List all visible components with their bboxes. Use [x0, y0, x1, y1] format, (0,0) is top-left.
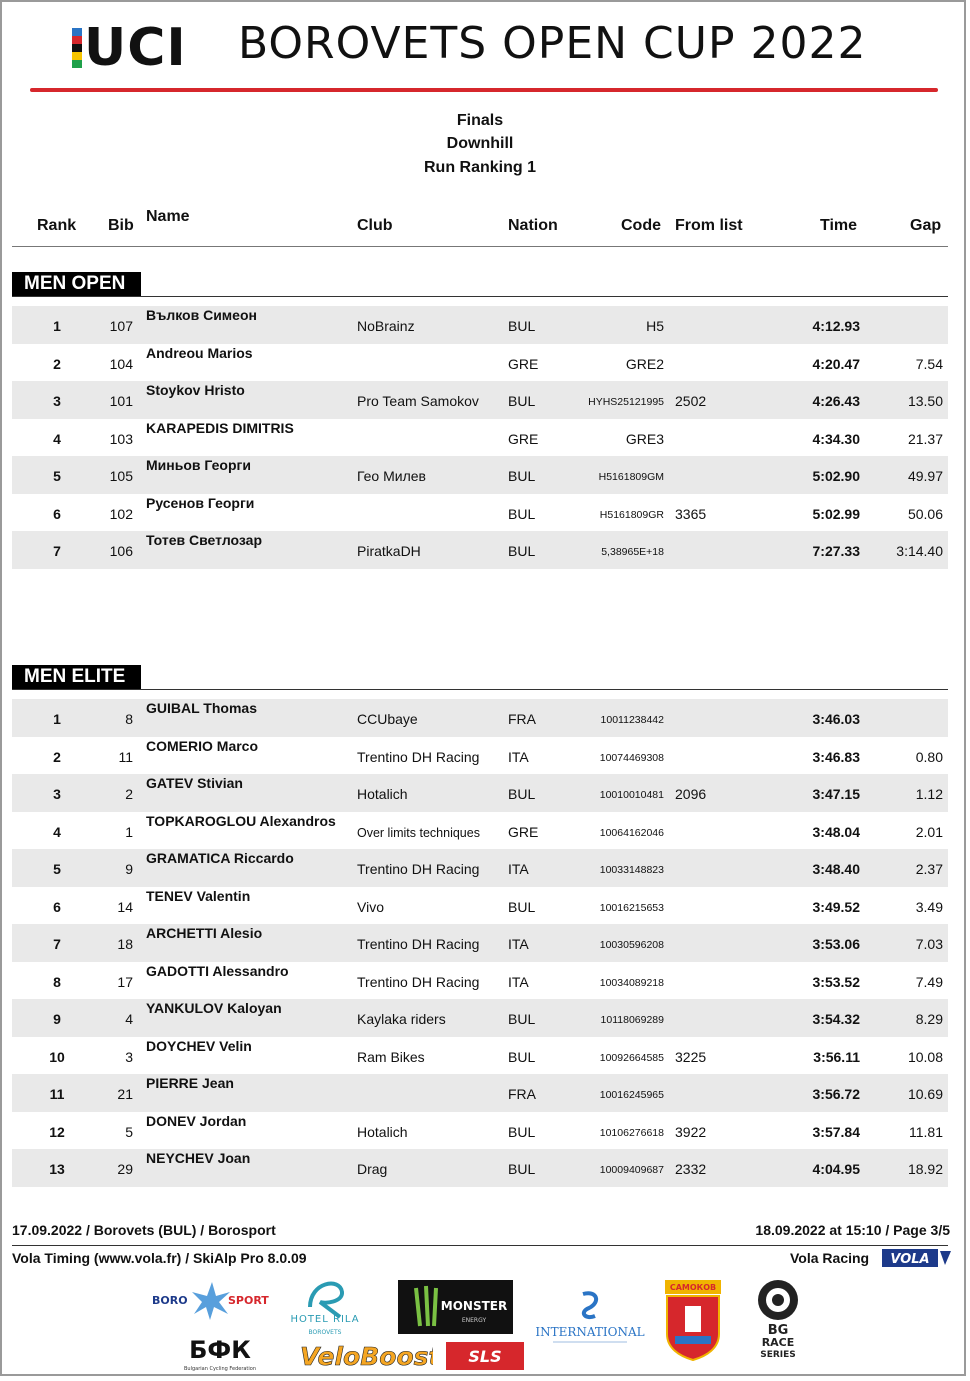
name-cell: GUIBAL Thomas	[146, 700, 257, 716]
gap-cell: 50.06	[907, 505, 943, 522]
club-cell: Drag	[357, 1161, 388, 1177]
international-logo	[535, 1288, 645, 1348]
table-row	[12, 812, 948, 850]
footer-event-info: 17.09.2022 / Borovets (BUL) / Borosport	[12, 1222, 276, 1238]
code-cell: 10009409687	[599, 1164, 664, 1176]
name-cell: YANKULOV Kaloyan	[146, 1000, 282, 1016]
gap-cell: 7.03	[915, 936, 943, 952]
bib-cell: 3	[125, 1048, 133, 1065]
name-cell: DOYCHEV Velin	[146, 1037, 252, 1054]
bib-cell: 107	[109, 318, 133, 334]
rank-cell: 6	[53, 898, 61, 915]
from-list-cell: 3225	[675, 1048, 707, 1065]
svg-text:BOROVETS: BOROVETS	[308, 1329, 342, 1336]
gap-cell: 2.01	[915, 823, 943, 840]
table-row	[12, 737, 948, 775]
time-cell: 4:04.95	[812, 1161, 860, 1177]
time-cell: 3:47.15	[812, 786, 860, 802]
nation-cell: BUL	[508, 543, 536, 559]
name-cell: COMERIO Marco	[146, 737, 259, 754]
table-row	[12, 306, 948, 344]
nation-cell: ITA	[508, 748, 529, 765]
code-cell: 10030596208	[599, 939, 664, 951]
svg-text:VeloBoost: VeloBoost	[300, 1342, 433, 1371]
footer-vola-racing: Vola Racing	[790, 1250, 870, 1266]
sls-logo	[446, 1342, 524, 1370]
bulgarian-cycling-federation-logo	[175, 1332, 265, 1376]
gap-cell: 10.69	[907, 1086, 943, 1102]
table-row	[12, 1112, 948, 1150]
table-row	[12, 699, 948, 737]
rank-cell: 2	[53, 355, 61, 372]
nation-cell: BUL	[508, 898, 536, 915]
rank-cell: 12	[49, 1123, 65, 1140]
borosport-logo	[152, 1280, 272, 1320]
gap-cell: 13.50	[907, 393, 943, 409]
gap-cell: 3:14.40	[896, 543, 943, 559]
nation-cell: BUL	[508, 468, 536, 484]
rank-cell: 10	[49, 1048, 65, 1065]
bib-cell: 1	[125, 823, 133, 840]
header-divider	[30, 88, 938, 92]
gap-cell: 0.80	[915, 748, 943, 765]
svg-text:RACE: RACE	[761, 1336, 795, 1349]
code-cell: 10064162046	[599, 826, 664, 839]
code-cell: GRE2	[625, 355, 664, 372]
bib-cell: 104	[109, 355, 133, 372]
gap-cell: 7.49	[915, 973, 943, 990]
from-list-cell: 2332	[675, 1161, 707, 1177]
club-cell: Hotalich	[357, 786, 408, 802]
gap-cell: 10.08	[907, 1048, 943, 1065]
club-cell: PiratkaDH	[357, 543, 421, 559]
bib-cell: 9	[125, 861, 133, 877]
table-row	[12, 531, 948, 569]
column-name: Name	[146, 208, 190, 225]
club-cell: Trentino DH Racing	[357, 861, 480, 877]
time-cell: 7:27.33	[812, 543, 860, 559]
gap-cell: 2.37	[915, 861, 943, 877]
time-cell: 4:12.93	[812, 318, 860, 334]
table-row	[12, 344, 948, 382]
nation-cell: FRA	[508, 711, 536, 727]
from-list-cell: 2096	[675, 786, 707, 802]
table-row	[12, 381, 948, 419]
table-row	[12, 1074, 948, 1112]
club-cell: Гео Милев	[357, 468, 426, 484]
table-row	[12, 1149, 948, 1187]
code-cell: 10034089218	[599, 976, 664, 989]
svg-text:САМОКОВ: САМОКОВ	[669, 1283, 717, 1292]
nation-cell: BUL	[508, 318, 536, 334]
svg-text:Bulgarian Cycling Federation: Bulgarian Cycling Federation	[183, 1366, 257, 1372]
name-cell: Тотев Светлозар	[146, 532, 263, 548]
code-cell: H5	[646, 318, 664, 334]
name-cell: NEYCHEV Joan	[146, 1150, 251, 1166]
rank-cell: 3	[53, 393, 61, 409]
bib-cell: 29	[117, 1161, 133, 1177]
rank-cell: 4	[53, 430, 61, 447]
name-cell: TENEV Valentin	[146, 887, 251, 904]
code-cell: H5161809GM	[598, 471, 664, 483]
nation-cell: BUL	[508, 1011, 536, 1027]
time-cell: 3:48.40	[812, 861, 860, 877]
hotel-rila-logo	[280, 1272, 370, 1342]
name-cell: Вълков Симеон	[146, 307, 257, 323]
code-cell: 10074469308	[599, 751, 664, 764]
column-club: Club	[357, 217, 393, 234]
club-cell: Kaylaka riders	[357, 1011, 446, 1027]
time-cell: 3:56.11	[813, 1048, 860, 1065]
rank-cell: 1	[53, 711, 61, 727]
from-list-cell: 2502	[675, 393, 707, 409]
gap-cell: 8.29	[915, 1011, 943, 1027]
subtitle-ranking: Run Ranking 1	[423, 159, 536, 176]
nation-cell: BUL	[508, 505, 536, 522]
rank-cell: 5	[53, 468, 61, 484]
rank-cell: 9	[53, 1011, 61, 1027]
name-cell: Stoykov Hristo	[146, 382, 245, 398]
svg-text:БФК: БФК	[189, 1336, 251, 1364]
bg-race-series-logo	[748, 1278, 808, 1364]
section-label-men-open: MEN OPEN	[12, 272, 141, 296]
event-title: BOROVETS OPEN CUP 2022	[238, 18, 867, 69]
name-cell: PIERRE Jean	[146, 1075, 234, 1091]
table-row	[12, 849, 948, 887]
gap-cell: 49.97	[907, 468, 943, 484]
code-cell: 10118069289	[600, 1014, 664, 1026]
vola-logo	[882, 1247, 952, 1269]
time-cell: 3:56.72	[812, 1086, 860, 1102]
rank-cell: 4	[53, 823, 61, 840]
bib-cell: 17	[117, 973, 133, 990]
time-cell: 3:57.84	[812, 1123, 860, 1140]
name-cell: KARAPEDIS DIMITRIS	[146, 419, 294, 436]
footer-timing-info: Vola Timing (www.vola.fr) / SkiAlp Pro 8.0.09	[12, 1250, 307, 1266]
uci-logo-text: UCI	[84, 18, 187, 78]
svg-text:INTERNATIONAL: INTERNATIONAL	[535, 1325, 645, 1339]
borosport-star-icon	[152, 1280, 272, 1320]
from-list-cell: 3922	[675, 1123, 707, 1140]
name-cell: ARCHETTI Alesio	[146, 925, 263, 941]
svg-text:SPORT: SPORT	[228, 1294, 269, 1307]
code-cell: 10092664585	[599, 1051, 664, 1064]
table-row	[12, 924, 948, 962]
table-row	[12, 887, 948, 925]
time-cell: 5:02.99	[812, 505, 860, 522]
club-cell: CCUbaye	[357, 711, 418, 727]
nation-cell: BUL	[508, 1048, 536, 1065]
section-divider	[12, 296, 948, 297]
gap-cell: 1.12	[915, 786, 943, 802]
nation-cell: GRE	[508, 430, 539, 447]
svg-text:SERIES: SERIES	[760, 1350, 796, 1360]
table-row	[12, 962, 948, 1000]
table-row	[12, 419, 948, 457]
subtitle-round: Finals	[456, 112, 504, 129]
gap-cell: 7.54	[915, 355, 943, 372]
club-cell: Trentino DH Racing	[357, 973, 480, 990]
subtitle-discipline: Downhill	[446, 135, 514, 152]
name-cell: Миньов Георги	[146, 457, 251, 473]
code-cell: 10010010481	[599, 789, 664, 801]
nation-cell: BUL	[508, 786, 536, 802]
section-divider	[12, 689, 948, 690]
svg-text:BG: BG	[767, 1323, 789, 1338]
name-cell: TOPKAROGLOU Alexandros	[146, 812, 336, 829]
code-cell: 10033148823	[599, 864, 664, 876]
rank-cell: 5	[53, 861, 61, 877]
rank-cell: 3	[53, 786, 61, 802]
nation-cell: FRA	[508, 1086, 536, 1102]
bib-cell: 103	[109, 430, 133, 447]
bib-cell: 18	[117, 936, 133, 952]
svg-text:BORO: BORO	[152, 1294, 188, 1307]
nation-cell: ITA	[508, 936, 529, 952]
name-cell: Andreou Marios	[146, 344, 253, 361]
time-cell: 4:26.43	[812, 393, 860, 409]
club-cell: Pro Team Samokov	[357, 393, 479, 409]
time-cell: 3:46.03	[812, 711, 860, 727]
name-cell: GRAMATICA Riccardo	[146, 850, 294, 866]
svg-text:ENERGY: ENERGY	[461, 1317, 487, 1324]
table-row	[12, 1037, 948, 1075]
column-header-row	[0, 205, 960, 245]
bib-cell: 101	[109, 393, 133, 409]
veloboost-logo	[298, 1338, 433, 1372]
rank-cell: 7	[53, 543, 61, 559]
bib-cell: 105	[109, 468, 133, 484]
uci-rainbow-stripes	[72, 28, 82, 68]
bib-cell: 5	[125, 1123, 133, 1140]
code-cell: HYHS25121995	[588, 396, 664, 408]
uci-logo	[72, 18, 212, 78]
monster-energy-logo	[398, 1280, 513, 1334]
code-cell: 10016245965	[599, 1089, 664, 1101]
code-cell: 10011238442	[600, 714, 664, 726]
club-cell: Trentino DH Racing	[357, 748, 480, 765]
column-gap: Gap	[910, 217, 942, 234]
table-row	[12, 456, 948, 494]
gap-cell: 11.81	[909, 1123, 943, 1140]
time-cell: 3:48.04	[812, 823, 860, 840]
vola-logo-text: VOLA	[890, 1252, 930, 1267]
time-cell: 3:54.32	[812, 1011, 860, 1027]
rank-cell: 2	[53, 748, 61, 765]
gap-cell: 21.37	[907, 430, 943, 447]
nation-cell: BUL	[508, 1123, 536, 1140]
name-cell: DONEV Jordan	[146, 1112, 247, 1129]
club-cell: Hotalich	[357, 1123, 408, 1140]
code-cell: 5,38965E+18	[601, 546, 664, 558]
table-row	[12, 774, 948, 812]
time-cell: 3:46.83	[812, 748, 860, 765]
code-cell: 10016215653	[599, 901, 664, 914]
column-header-divider	[12, 246, 948, 247]
time-cell: 3:53.06	[812, 936, 860, 952]
name-cell: GATEV Stivian	[146, 775, 243, 791]
nation-cell: BUL	[508, 393, 536, 409]
bib-cell: 106	[109, 543, 133, 559]
code-cell: GRE3	[625, 430, 664, 447]
column-rank: Rank	[37, 217, 77, 234]
code-cell: 10106276618	[599, 1126, 664, 1139]
club-cell: Ram Bikes	[357, 1048, 425, 1065]
nation-cell: GRE	[508, 823, 539, 840]
table-row	[12, 494, 948, 532]
nation-cell: ITA	[508, 973, 529, 990]
gap-cell: 18.92	[907, 1161, 943, 1177]
nation-cell: GRE	[508, 355, 539, 372]
column-from-list: From list	[675, 217, 743, 234]
club-cell: NoBrainz	[357, 318, 415, 334]
bib-cell: 21	[117, 1086, 133, 1102]
samokov-coat-of-arms	[663, 1278, 723, 1362]
footer-print-info: 18.09.2022 at 15:10 / Page 3/5	[755, 1222, 950, 1238]
bib-cell: 2	[125, 786, 133, 802]
club-cell: Vivo	[357, 898, 384, 915]
column-code: Code	[621, 217, 661, 234]
rank-cell: 8	[53, 973, 61, 990]
rank-cell: 6	[53, 505, 61, 522]
club-cell: Trentino DH Racing	[357, 936, 480, 952]
code-cell: H5161809GR	[599, 508, 664, 521]
footer-divider	[12, 1245, 948, 1246]
time-cell: 3:53.52	[812, 973, 860, 990]
bib-cell: 4	[125, 1011, 133, 1027]
table-row	[12, 999, 948, 1037]
time-cell: 4:34.30	[812, 430, 860, 447]
column-bib: Bib	[108, 217, 134, 234]
rank-cell: 1	[53, 318, 61, 334]
nation-cell: ITA	[508, 861, 529, 877]
nation-cell: BUL	[508, 1161, 536, 1177]
svg-text:HOTEL RILA: HOTEL RILA	[290, 1314, 360, 1325]
name-cell: GADOTTI Alessandro	[146, 962, 289, 979]
column-nation: Nation	[508, 217, 558, 234]
bib-cell: 14	[117, 898, 133, 915]
svg-text:SLS: SLS	[468, 1347, 502, 1366]
time-cell: 4:20.47	[812, 355, 860, 372]
rank-cell: 7	[53, 936, 61, 952]
bib-cell: 11	[118, 748, 133, 765]
column-time: Time	[820, 217, 858, 234]
club-cell: Over limits techniques	[357, 825, 480, 840]
from-list-cell: 3365	[675, 505, 707, 522]
rank-cell: 13	[49, 1161, 65, 1177]
rank-cell: 11	[49, 1086, 65, 1102]
section-label-men-elite: MEN ELITE	[12, 665, 141, 689]
bib-cell: 8	[125, 711, 133, 727]
time-cell: 3:49.52	[812, 898, 860, 915]
gap-cell: 3.49	[915, 898, 943, 915]
bib-cell: 102	[109, 505, 133, 522]
name-cell: Русенов Георги	[146, 494, 255, 511]
svg-text:MONSTER: MONSTER	[440, 1299, 508, 1313]
time-cell: 5:02.90	[812, 468, 860, 484]
